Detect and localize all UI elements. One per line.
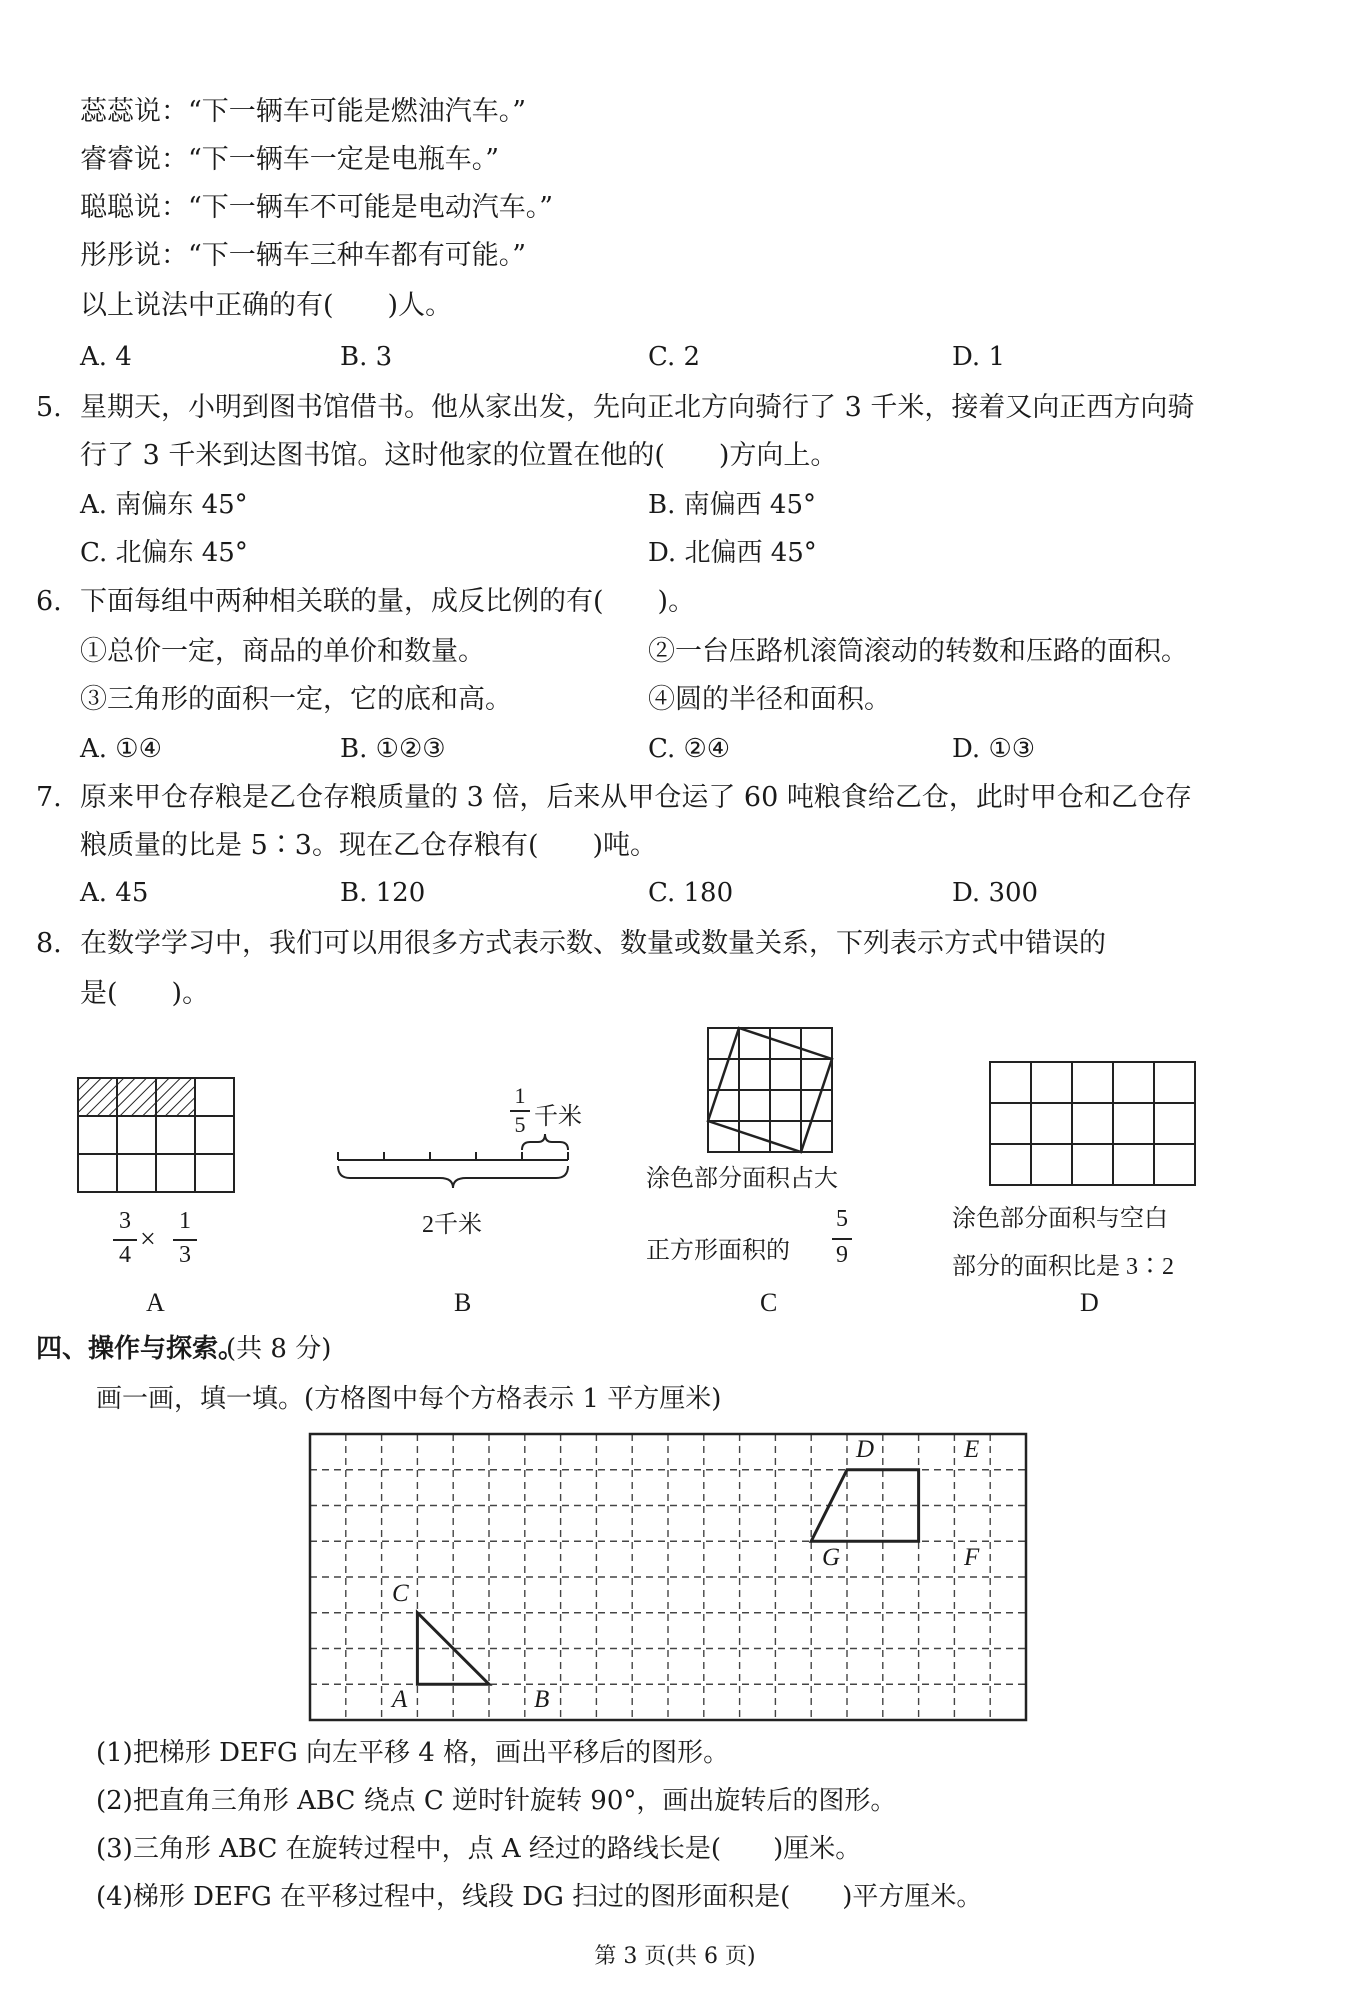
q6-item-4: ④圆的半径和面积。	[648, 684, 891, 715]
q8-fig-d-label: D	[1080, 1288, 1099, 1317]
q8-fig-b-num: 1	[514, 1083, 526, 1108]
section4-score: (共 8 分)	[226, 1334, 332, 1364]
q4-option-d: D. 1	[952, 342, 1005, 372]
section4-task-1: (1)把梯形 DEFG 向左平移 4 格，画出平移后的图形。	[96, 1738, 730, 1768]
point-label-d: D	[856, 1436, 875, 1463]
q4-question: 以上说法中正确的有( )人。	[80, 290, 453, 321]
q8-fig-b-label: B	[454, 1288, 472, 1317]
q8-figure-d	[990, 1062, 1195, 1185]
q8-fig-c-label: C	[760, 1288, 778, 1317]
q6-line-1: 下面每组中两种相关联的量，成反比例的有( )。	[80, 586, 696, 617]
q8-fig-a-bar1	[113, 1239, 137, 1241]
q7-line-1: 原来甲仓存粮是乙仓存粮质量的 3 倍，后来从甲仓运了 60 吨粮食给乙仓，此时甲仓和乙仓存	[80, 782, 1192, 813]
point-label-e: E	[964, 1436, 980, 1463]
q7-option-d: D. 300	[952, 878, 1039, 908]
point-label-b: B	[534, 1686, 550, 1713]
q8-fig-a-num2: 1	[179, 1208, 191, 1234]
point-label-g: G	[822, 1544, 841, 1571]
q5-line-1: 星期天，小明到图书馆借书。他从家出发，先向正北方向骑行了 3 千米，接着又向正西方向骑	[80, 392, 1195, 423]
q6-item-1: ①总价一定，商品的单价和数量。	[80, 636, 485, 667]
point-label-c: C	[392, 1580, 409, 1607]
q8-fig-a-den1: 4	[119, 1242, 131, 1268]
section4-task-4: (4)梯形 DEFG 在平移过程中，线段 DG 扫过的图形面积是( )平方厘米。	[96, 1882, 983, 1912]
q7-option-a: A. 45	[80, 878, 149, 908]
q8-fig-a-den2: 3	[179, 1242, 191, 1268]
q7-option-c: C. 180	[648, 878, 734, 908]
q8-line-1: 在数学学习中，我们可以用很多方式表示数、数量或数量关系，下列表示方式中错误的	[80, 928, 1106, 959]
q4-statement-3: 聪聪说：“下一辆车不可能是电动汽车。”	[80, 192, 554, 223]
q4-statement-2: 睿睿说：“下一辆车一定是电瓶车。”	[80, 144, 500, 175]
page-footer: 第 3 页(共 6 页)	[594, 1944, 756, 1969]
q8-fig-a-bar2	[173, 1239, 197, 1241]
point-label-a: A	[392, 1686, 408, 1713]
q6-option-a: A. ①④	[80, 734, 162, 764]
q8-fig-c-text-1: 涂色部分面积占大	[646, 1166, 838, 1192]
q8-fig-c-num: 5	[836, 1206, 848, 1232]
q5-number: 5.	[36, 392, 62, 423]
q8-fig-d-text-2: 部分的面积比是 3∶2	[952, 1254, 1174, 1280]
q5-option-c: C. 北偏东 45°	[80, 538, 248, 568]
section4-title: 四、操作与探索。	[36, 1334, 245, 1364]
q8-fig-c-bar	[832, 1238, 852, 1240]
q4-option-c: C. 2	[648, 342, 701, 372]
q7-option-b: B. 120	[340, 878, 426, 908]
q5-option-b: B. 南偏西 45°	[648, 490, 816, 520]
q8-fig-b-den: 5	[514, 1112, 526, 1137]
q8-fig-a-num1: 3	[119, 1208, 131, 1234]
q7-line-2: 粮质量的比是 5∶3。现在乙仓存粮有( )吨。	[80, 830, 658, 861]
section4-grid-figure	[310, 1434, 1026, 1720]
q8-fig-c-den: 9	[836, 1242, 848, 1268]
q4-option-a: A. 4	[80, 342, 132, 372]
q4-statement-4: 彤彤说：“下一辆车三种车都有可能。”	[80, 240, 527, 271]
q6-option-d: D. ①③	[952, 734, 1036, 764]
point-label-f: F	[964, 1544, 980, 1571]
q5-option-a: A. 南偏东 45°	[80, 490, 248, 520]
q5-line-2: 行了 3 千米到达图书馆。这时他家的位置在他的( )方向上。	[80, 440, 838, 471]
q6-option-c: C. ②④	[648, 734, 731, 764]
q8-figure-b	[330, 1130, 570, 1200]
q8-fig-b-unit: 千米	[534, 1104, 582, 1130]
q8-fig-a-times: ×	[140, 1224, 156, 1255]
q6-item-2: ②一台压路机滚筒滚动的转数和压路的面积。	[648, 636, 1188, 667]
q4-option-b: B. 3	[340, 342, 393, 372]
section4-task-2: (2)把直角三角形 ABC 绕点 C 逆时针旋转 90°，画出旋转后的图形。	[96, 1786, 897, 1816]
q6-option-b: B. ①②③	[340, 734, 446, 764]
q5-option-d: D. 北偏西 45°	[648, 538, 817, 568]
q8-figure-c	[708, 1028, 832, 1152]
q8-fig-b-total: 2千米	[422, 1212, 482, 1238]
q8-line-2: 是( )。	[80, 978, 210, 1009]
q4-statement-1: 蕊蕊说：“下一辆车可能是燃油汽车。”	[80, 96, 527, 127]
q6-item-3: ③三角形的面积一定，它的底和高。	[80, 684, 512, 715]
q7-number: 7.	[36, 782, 62, 813]
q8-number: 8.	[36, 928, 62, 959]
q8-figure-a	[78, 1078, 234, 1192]
q8-fig-a-shaded	[78, 1078, 195, 1116]
q8-fig-d-text-1: 涂色部分面积与空白	[952, 1206, 1168, 1232]
section4-intro: 画一画，填一填。(方格图中每个方格表示 1 平方厘米)	[96, 1384, 722, 1414]
q8-fig-c-text-2: 正方形面积的	[646, 1238, 790, 1264]
q8-fig-a-label: A	[146, 1288, 165, 1317]
section4-task-3: (3)三角形 ABC 在旋转过程中，点 A 经过的路线长是( )厘米。	[96, 1834, 862, 1864]
q6-number: 6.	[36, 586, 62, 617]
